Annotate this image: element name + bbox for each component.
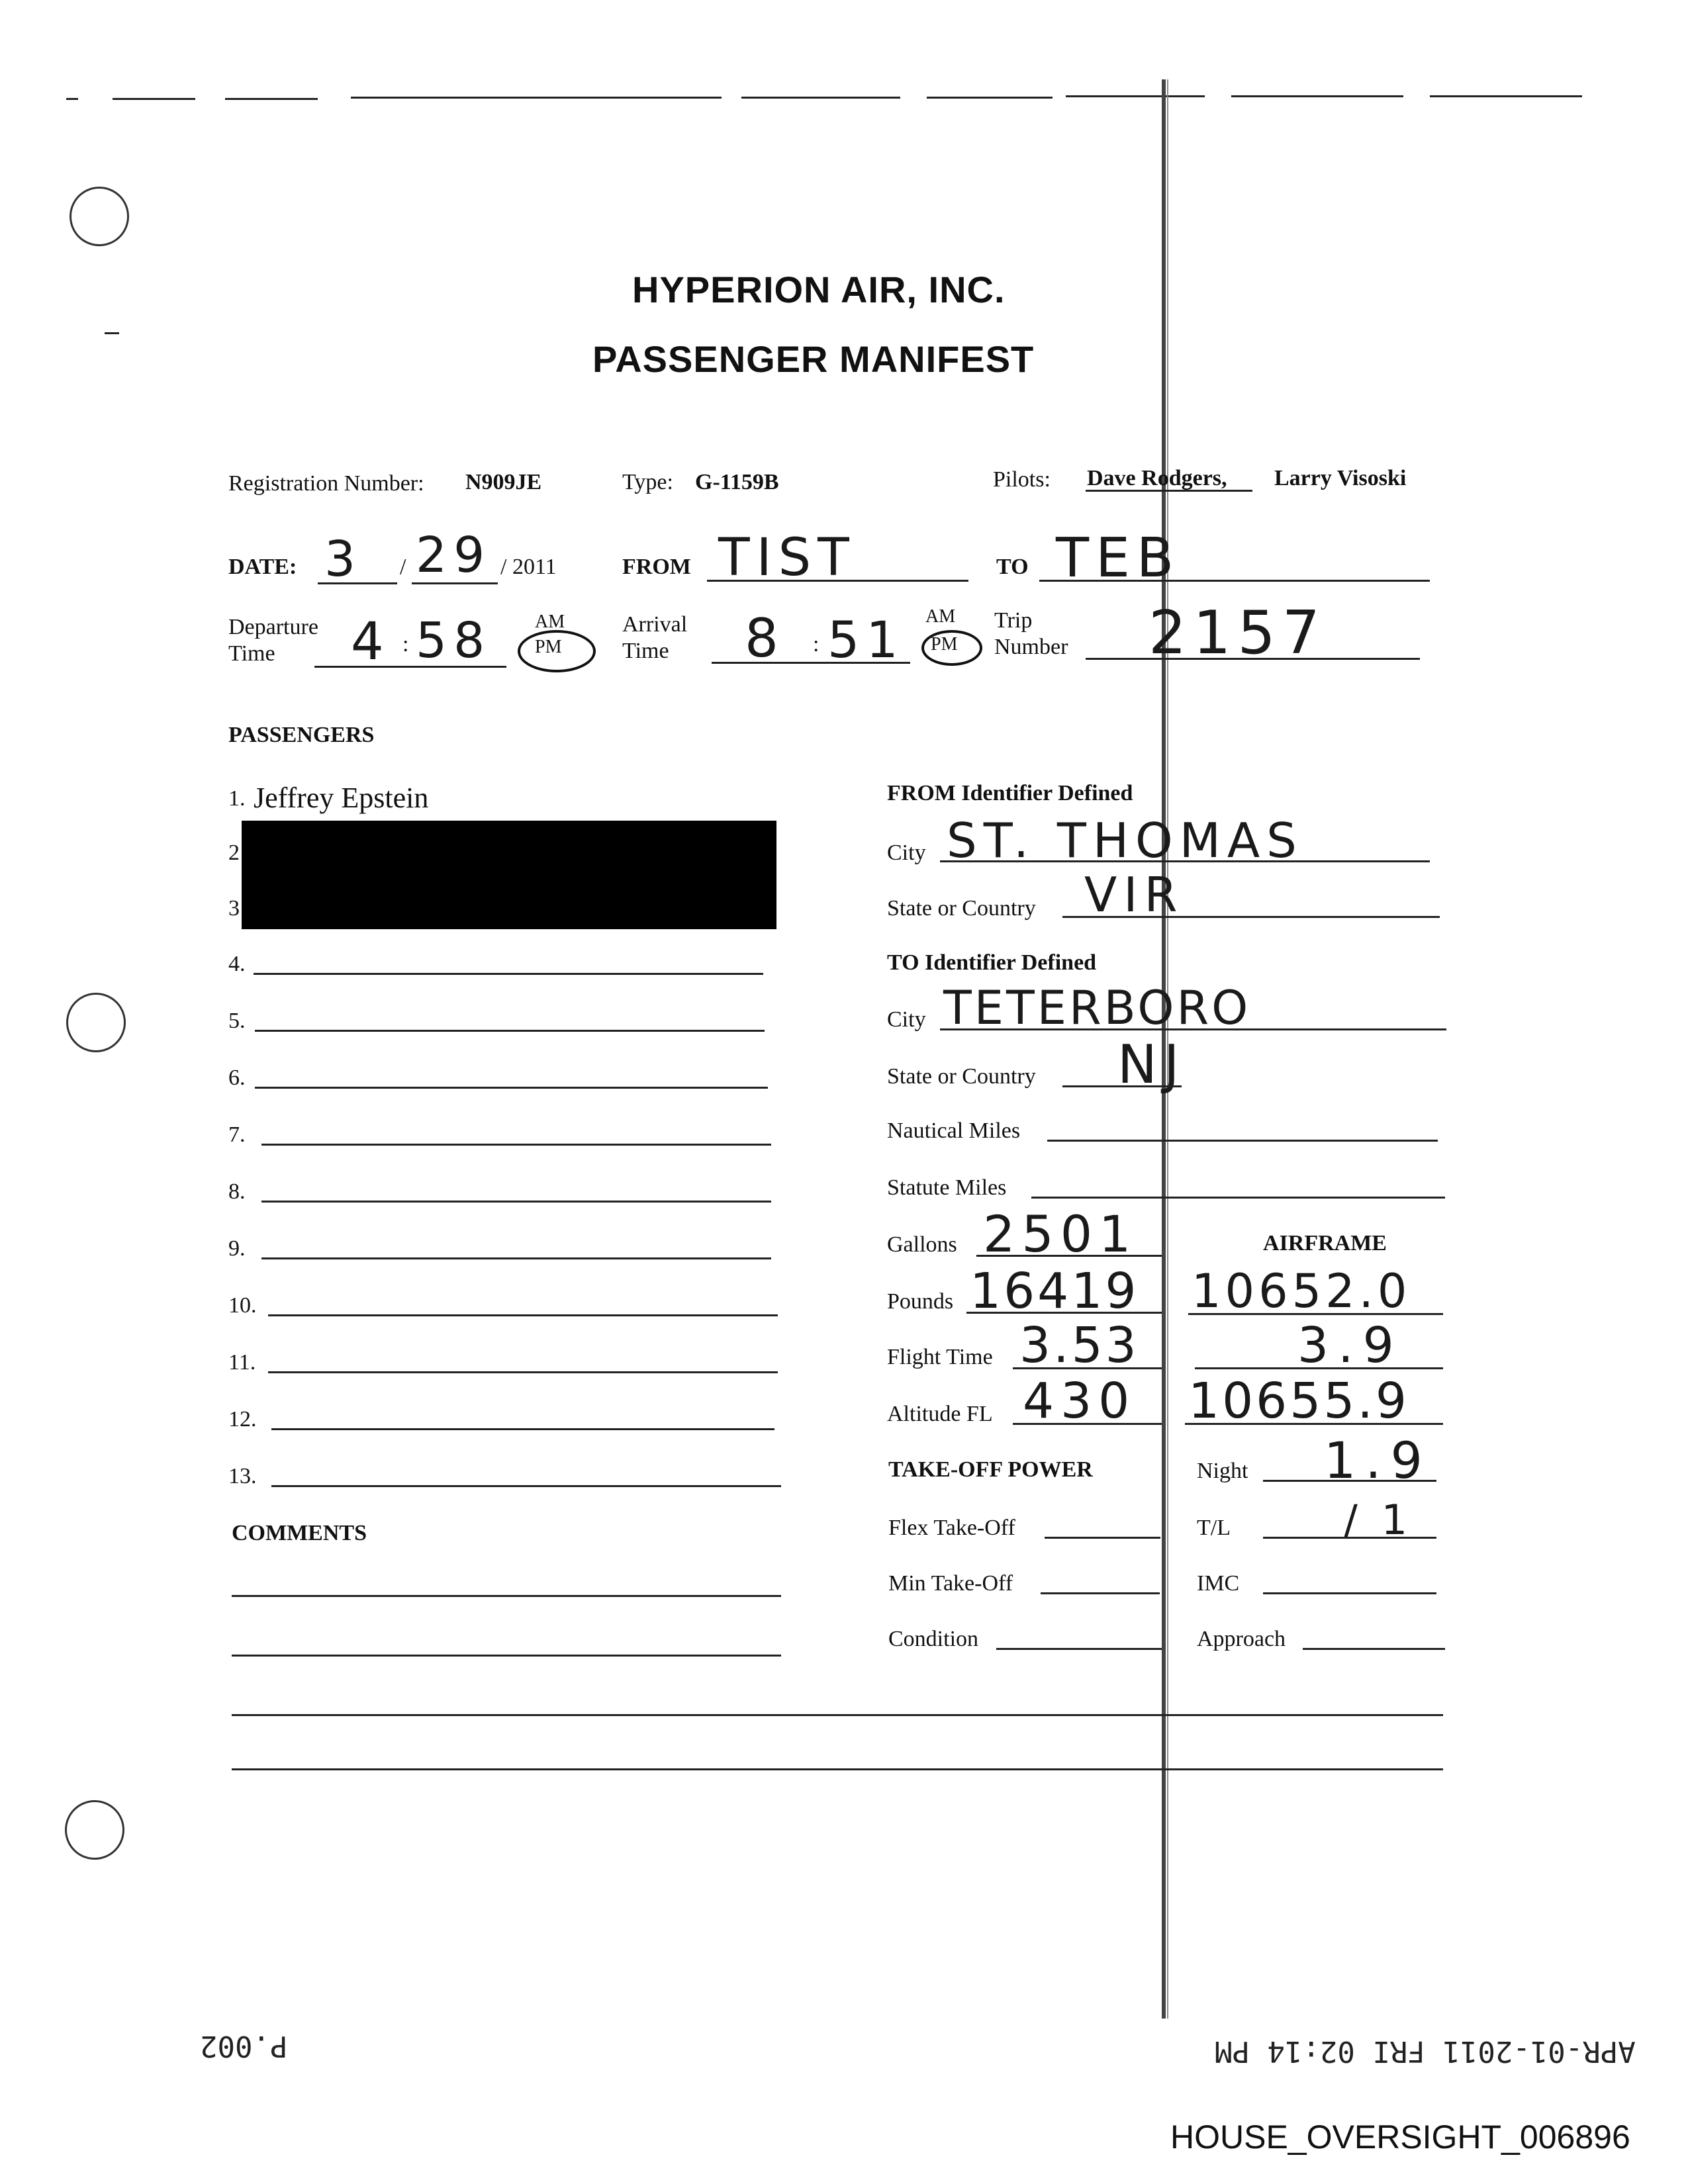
gallons-label: Gallons <box>887 1232 957 1257</box>
from-state-value: VIR <box>1084 867 1184 923</box>
departure-separator: : <box>402 632 409 657</box>
passenger-6-line <box>255 1087 768 1089</box>
passenger-9-line <box>261 1257 771 1259</box>
passenger-12-number: 12. <box>228 1407 257 1432</box>
trip-number-label-line2: Number <box>994 635 1068 659</box>
airframe-end: 10655.9 <box>1188 1373 1410 1430</box>
to-state-value: NJ <box>1117 1034 1186 1095</box>
passenger-4-number: 4. <box>228 952 246 976</box>
from-city-label: City <box>887 841 926 865</box>
altitude-line <box>1013 1423 1162 1425</box>
imc-line <box>1263 1592 1436 1594</box>
from-line <box>707 580 968 582</box>
airframe-delta-line <box>1195 1367 1443 1369</box>
min-takeoff-line <box>1041 1592 1160 1594</box>
comments-line-3 <box>232 1714 1443 1716</box>
passenger-11-line <box>268 1371 778 1373</box>
passenger-12-line <box>271 1428 774 1430</box>
comments-line-1 <box>232 1595 781 1597</box>
pilots-label: Pilots: <box>993 467 1051 492</box>
passenger-10-number: 10. <box>228 1293 257 1318</box>
date-year: / 2011 <box>500 555 557 579</box>
min-takeoff-label: Min Take-Off <box>888 1571 1013 1596</box>
imc-label: IMC <box>1197 1571 1240 1596</box>
date-day-line <box>412 582 498 584</box>
passenger-7-number: 7. <box>228 1122 246 1147</box>
tl-line <box>1263 1537 1436 1539</box>
type-value: G-1159B <box>695 470 779 494</box>
passenger-6-number: 6. <box>228 1066 246 1090</box>
gallons-line <box>976 1255 1162 1257</box>
to-city-label: City <box>887 1007 926 1032</box>
registration-label: Registration Number: <box>228 471 424 496</box>
pilot-2: Larry Visoski <box>1274 466 1407 490</box>
altitude-value: 430 <box>1023 1373 1137 1430</box>
passenger-5-line <box>255 1030 765 1032</box>
pounds-line <box>966 1312 1162 1314</box>
to-label: TO <box>996 555 1029 579</box>
pounds-value: 16419 <box>970 1263 1139 1320</box>
passengers-heading: PASSENGERS <box>228 723 375 747</box>
to-identifier-heading: TO Identifier Defined <box>887 950 1097 975</box>
departure-line <box>314 666 506 668</box>
airframe-delta: 3.9 <box>1297 1317 1403 1374</box>
nautical-miles-label: Nautical Miles <box>887 1118 1021 1143</box>
takeoff-power-heading: TAKE-OFF POWER <box>888 1457 1093 1482</box>
passenger-8-number: 8. <box>228 1179 246 1204</box>
to-state-line <box>1062 1085 1182 1087</box>
passenger-7-line <box>261 1144 771 1146</box>
comments-heading: COMMENTS <box>232 1521 367 1545</box>
departure-label-line2: Time <box>228 641 275 666</box>
tl-value: / 1 <box>1344 1496 1413 1544</box>
fax-page-number: P.002 <box>200 2029 288 2063</box>
passenger-8-line <box>261 1201 771 1203</box>
passenger-1-number: 1. <box>228 786 246 811</box>
to-city-value: TETERBORO <box>943 981 1251 1035</box>
arrival-label-line2: Time <box>622 639 669 663</box>
flight-time-label: Flight Time <box>887 1345 993 1369</box>
altitude-label: Altitude FL <box>887 1402 993 1426</box>
to-state-label: State or Country <box>887 1064 1036 1089</box>
binder-hole-middle <box>66 993 126 1052</box>
arrival-pm: PM <box>931 634 958 655</box>
from-city-value: ST. THOMAS <box>947 813 1303 868</box>
from-city-line <box>940 860 1430 862</box>
pilot-1-underline <box>1086 490 1252 492</box>
arrival-minutes: 51 <box>827 610 905 669</box>
fax-timestamp: APR-01-2011 FRI 02:14 PM <box>1215 2034 1636 2068</box>
airframe-start-line <box>1188 1313 1443 1315</box>
flex-takeoff-label: Flex Take-Off <box>888 1516 1015 1540</box>
date-label: DATE: <box>228 555 297 579</box>
binder-hole-bottom <box>65 1800 124 1860</box>
to-city-line <box>940 1028 1446 1030</box>
arrival-hour: 8 <box>745 608 785 669</box>
date-month-line <box>318 582 397 584</box>
approach-label: Approach <box>1197 1627 1286 1651</box>
nautical-miles-line <box>1047 1140 1438 1142</box>
airframe-heading: AIRFRAME <box>1263 1231 1387 1255</box>
flight-time-line <box>1013 1367 1162 1369</box>
from-state-label: State or Country <box>887 896 1036 921</box>
comments-line-2 <box>232 1655 781 1657</box>
passenger-11-number: 11. <box>228 1350 256 1375</box>
tl-label: T/L <box>1197 1516 1231 1540</box>
passenger-5-number: 5. <box>228 1009 246 1033</box>
type-label: Type: <box>622 470 673 494</box>
gallons-value: 2501 <box>983 1205 1138 1263</box>
departure-pm: PM <box>535 637 562 657</box>
passenger-13-number: 13. <box>228 1464 257 1488</box>
from-label: FROM <box>622 555 691 579</box>
night-line <box>1263 1480 1436 1482</box>
arrival-label-line1: Arrival <box>622 612 688 637</box>
margin-mark <box>105 332 119 334</box>
from-state-line <box>1062 916 1440 918</box>
to-line <box>1039 580 1430 582</box>
trip-number-label-line1: Trip <box>994 608 1033 633</box>
from-value: TIST <box>718 528 856 588</box>
passenger-9-number: 9. <box>228 1236 246 1261</box>
binder-hole-top <box>70 187 129 246</box>
flex-takeoff-line <box>1045 1537 1160 1539</box>
departure-hour: 4 <box>351 612 391 672</box>
departure-label-line1: Departure <box>228 615 318 639</box>
to-value: TEB <box>1056 527 1181 590</box>
form-title: PASSENGER MANIFEST <box>592 338 1035 380</box>
passenger-2-number: 2 <box>228 841 240 865</box>
pilot-1: Dave Rodgers, <box>1087 466 1227 490</box>
registration-value: N909JE <box>465 470 542 494</box>
passenger-4-line <box>254 973 763 975</box>
company-name: HYPERION AIR, INC. <box>632 269 1006 310</box>
comments-line-4 <box>232 1768 1443 1770</box>
arrival-label <box>622 612 687 664</box>
trip-number-label <box>994 608 1068 660</box>
condition-line <box>996 1648 1162 1650</box>
statute-miles-label: Statute Miles <box>887 1175 1007 1200</box>
flight-time-value: 3.53 <box>1019 1317 1139 1374</box>
night-value: 1.9 <box>1324 1431 1432 1490</box>
passenger-3-number: 3 <box>228 896 240 921</box>
passenger-10-line <box>268 1314 778 1316</box>
statute-miles-line <box>1031 1197 1445 1199</box>
airframe-start: 10652.0 <box>1192 1264 1411 1318</box>
departure-label <box>228 614 318 667</box>
date-separator: / <box>400 555 406 579</box>
night-label: Night <box>1197 1459 1248 1483</box>
date-month: 3 <box>324 531 363 588</box>
airframe-end-line <box>1185 1423 1443 1425</box>
arrival-separator: : <box>813 632 820 657</box>
passenger-13-line <box>271 1485 781 1487</box>
bates-number: HOUSE_OVERSIGHT_006896 <box>1170 2118 1630 2156</box>
departure-am: AM <box>535 612 565 632</box>
approach-line <box>1303 1648 1445 1650</box>
trip-number-value: 2157 <box>1149 598 1327 668</box>
departure-minutes: 58 <box>416 612 492 669</box>
date-day: 29 <box>416 527 492 584</box>
arrival-am: AM <box>925 606 956 627</box>
condition-label: Condition <box>888 1627 979 1651</box>
pounds-label: Pounds <box>887 1289 954 1314</box>
from-identifier-heading: FROM Identifier Defined <box>887 781 1133 805</box>
arrival-line <box>712 662 910 664</box>
passenger-1-name: Jeffrey Epstein <box>254 782 429 814</box>
redaction-block <box>242 821 776 929</box>
trip-number-line <box>1086 658 1420 660</box>
